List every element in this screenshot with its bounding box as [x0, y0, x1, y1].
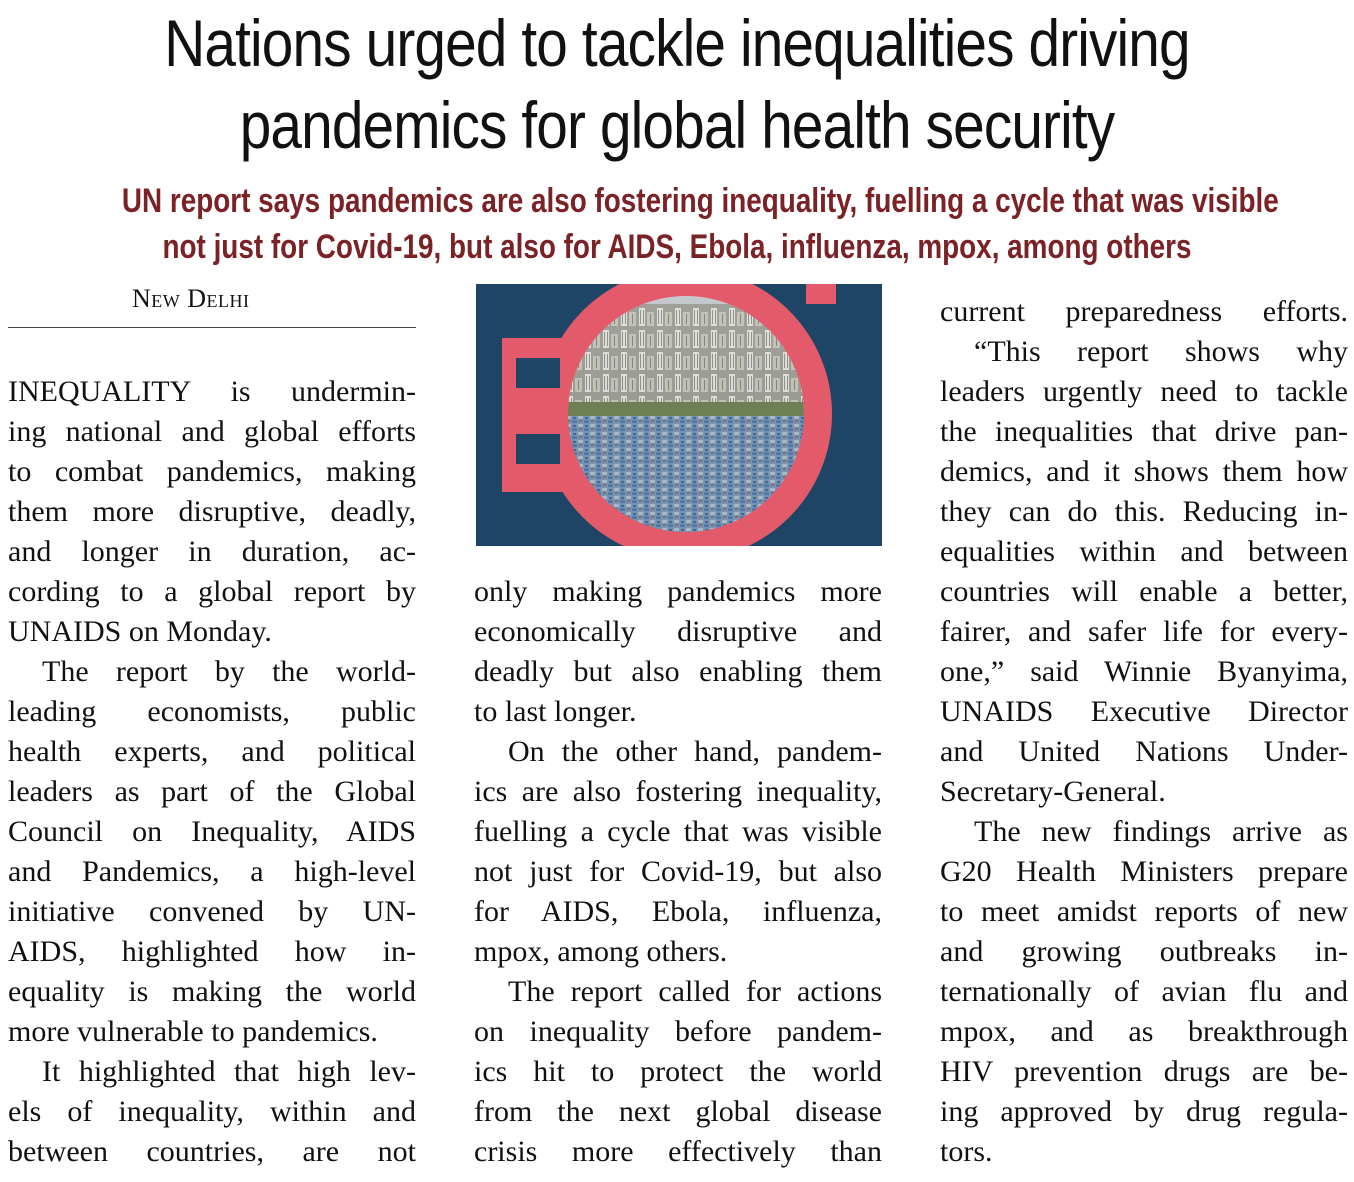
city-aerial-image: [476, 284, 882, 546]
article-text-line: and Pandemics, a high-level: [8, 855, 416, 888]
headline: [95, 2, 1259, 166]
article-text-line: them more disruptive, deadly,: [8, 495, 416, 528]
article-text-line: ternationally of avian flu and: [940, 975, 1348, 1008]
article-text-line: mpox, among others.: [474, 935, 728, 968]
article-text-line: cording to a global report by: [8, 575, 416, 608]
subheadline-line: not just for Covid-19, but also for AIDS, Ebola, influenza, mpox, among others: [162, 228, 1192, 266]
article-column-2: [474, 572, 882, 1172]
article-text-line: the inequalities that drive pan-: [940, 415, 1348, 448]
article-text-line: current preparedness efforts.: [940, 295, 1348, 328]
article-text-line: UNAIDS on Monday.: [8, 615, 272, 648]
article-column-3: [940, 292, 1348, 1172]
article-text-line: fairer, and safer life for every-: [940, 615, 1348, 648]
article-text-line: The report called for actions: [508, 975, 882, 1008]
article-text-line: The report by the world-: [42, 655, 416, 688]
article-text-line: HIV prevention drugs are be-: [940, 1055, 1348, 1088]
article-text-line: “This report shows why: [974, 335, 1348, 368]
article-text-line: one,” said Winnie Byanyima,: [940, 655, 1348, 688]
article-text-line: to last longer.: [474, 695, 637, 728]
article-text-line: deadly but also enabling them: [474, 655, 882, 688]
headline-line: Nations urged to tackle inequalities driving: [164, 6, 1190, 80]
article-text-line: It highlighted that high lev-: [42, 1055, 416, 1088]
article-text-line: they can do this. Reducing in-: [940, 495, 1348, 528]
article-text-line: fuelling a cycle that was visible: [474, 815, 882, 848]
article-text-line: Council on Inequality, AIDS: [8, 815, 416, 848]
article-text-line: initiative convened by UN-: [8, 895, 416, 928]
article-text-line: leaders urgently need to tackle: [940, 375, 1348, 408]
dateline: New Delhi: [132, 284, 250, 313]
article-text-line: leading economists, public: [8, 695, 416, 728]
article-text-line: and longer in duration, ac-: [8, 535, 416, 568]
article-text-line: countries will enable a better,: [940, 575, 1348, 608]
article-text-line: ics are also fostering inequality,: [474, 775, 882, 808]
article-text-line: UNAIDS Executive Director: [940, 695, 1348, 728]
article-text-line: demics, and it shows them how: [940, 455, 1348, 488]
article-text-line: ics hit to protect the world: [474, 1055, 882, 1088]
article-text-line: tors.: [940, 1135, 993, 1168]
headline-line: pandemics for global health security: [239, 88, 1115, 162]
article-text-line: els of inequality, within and: [8, 1095, 416, 1128]
article-text-line: On the other hand, pandem-: [508, 735, 882, 768]
article-text-line: equalities within and between: [940, 535, 1348, 568]
article-column-1: [8, 372, 416, 1172]
article-text-line: to meet amidst reports of new: [940, 895, 1348, 928]
article-text-line: and United Nations Under-: [940, 735, 1348, 768]
article-text-line: economically disruptive and: [474, 615, 882, 648]
subheadline: [121, 178, 1279, 270]
article-text-line: only making pandemics more: [474, 575, 882, 608]
article-text-line: from the next global disease: [474, 1095, 882, 1128]
article-photo: [476, 284, 882, 546]
article-text-line: The new findings arrive as: [974, 815, 1348, 848]
article-text-line: G20 Health Ministers prepare: [940, 855, 1348, 888]
article-text-line: ing national and global efforts: [8, 415, 416, 448]
article-text-line: between countries, are not: [8, 1135, 416, 1168]
article-text-line: AIDS, highlighted how in-: [8, 935, 416, 968]
article-text-line: health experts, and political: [8, 735, 416, 768]
article-text-line: INEQUALITY is undermin-: [8, 375, 416, 408]
article-text-line: for AIDS, Ebola, influenza,: [474, 895, 882, 928]
article-text-line: Secretary-General.: [940, 775, 1166, 808]
article-text-line: and growing outbreaks in-: [940, 935, 1348, 968]
article-text-line: leaders as part of the Global: [8, 775, 416, 808]
article-text-line: equality is making the world: [8, 975, 416, 1008]
article-text-line: on inequality before pandem-: [474, 1015, 882, 1048]
subheadline-line: UN report says pandemics are also fostering inequality, fuelling a cycle that was visible: [121, 182, 1279, 220]
article-text-line: ing approved by drug regula-: [940, 1095, 1348, 1128]
article-text-line: crisis more effectively than: [474, 1135, 882, 1168]
article-text-line: to combat pandemics, making: [8, 455, 416, 488]
article-text-line: more vulnerable to pandemics.: [8, 1015, 378, 1048]
article-text-line: not just for Covid-19, but also: [474, 855, 882, 888]
dateline-rule: [8, 284, 416, 328]
article-text-line: mpox, and as breakthrough: [940, 1015, 1348, 1048]
